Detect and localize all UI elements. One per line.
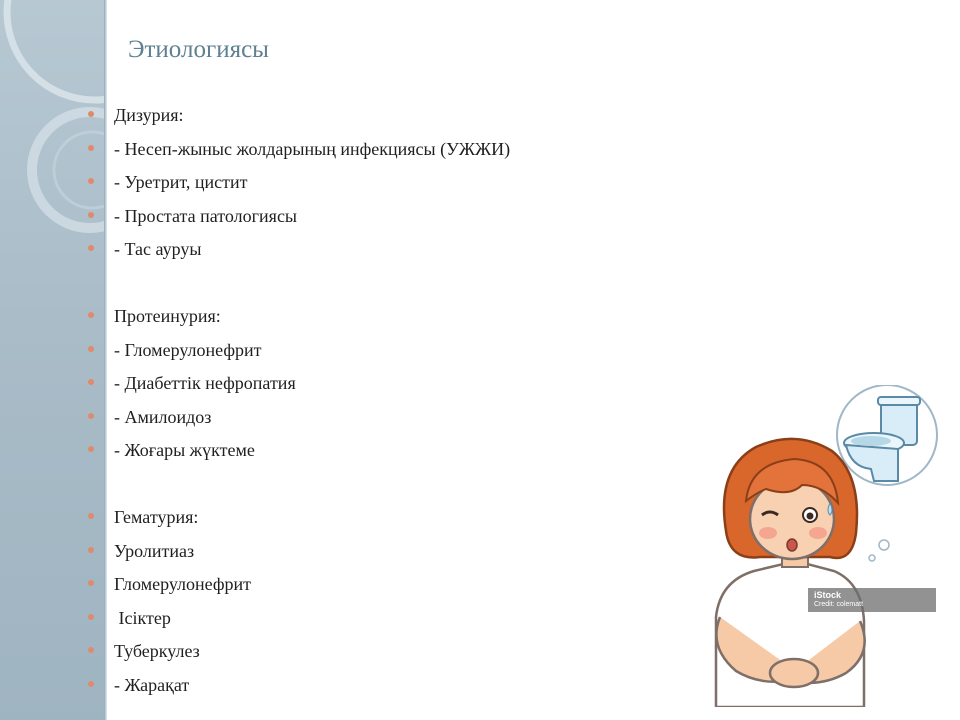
list-item xyxy=(88,672,510,706)
hands-icon xyxy=(770,659,818,687)
bullet-list xyxy=(88,102,510,705)
bullet-dot-icon xyxy=(88,513,94,519)
list-item xyxy=(88,169,510,203)
watermark-brand: iStock xyxy=(814,590,842,600)
list-item-text: - Жоғары жүктеме xyxy=(114,440,255,460)
list-item-text: Уролитиаз xyxy=(114,540,195,561)
list-item-text: Гематурия: xyxy=(114,507,199,527)
bullet-dot-icon xyxy=(88,145,94,151)
stock-watermark xyxy=(808,588,936,612)
list-item xyxy=(88,136,510,170)
list-item xyxy=(88,236,510,270)
bullet-dot-icon xyxy=(88,547,94,553)
list-item-text: Дизурия: xyxy=(114,105,184,125)
list-item-text: - Диабеттік нефропатия xyxy=(114,373,296,393)
list-item xyxy=(88,437,510,471)
list-item-text: - Простата патологиясы xyxy=(114,205,298,226)
list-item xyxy=(88,638,510,672)
list-item xyxy=(88,504,510,538)
slide-title: Этиологиясы xyxy=(128,36,269,63)
list-item-text: - Гломерулонефрит xyxy=(114,339,262,360)
list-item-text: - Тас ауруы xyxy=(114,239,202,259)
list-item xyxy=(88,203,510,237)
list-item xyxy=(88,303,510,337)
list-item-text: - Несеп-жыныс жолдарының инфекциясы (УЖЖИ) xyxy=(114,138,511,159)
list-item xyxy=(88,571,510,605)
bullet-dot-icon xyxy=(88,178,94,184)
bullet-dot-icon xyxy=(88,346,94,352)
thought-dot-medium-icon xyxy=(879,540,889,550)
bullet-dot-icon xyxy=(88,681,94,687)
bullet-dot-icon xyxy=(88,245,94,251)
cheek-left-icon xyxy=(759,527,777,539)
cheek-right-icon xyxy=(809,527,827,539)
list-item-text: Туберкулез xyxy=(114,641,200,661)
bullet-dot-icon xyxy=(88,379,94,385)
list-item xyxy=(88,538,510,572)
list-spacer xyxy=(88,270,510,304)
mouth-icon xyxy=(787,539,797,551)
list-spacer xyxy=(88,471,510,505)
bullet-dot-icon xyxy=(88,312,94,318)
list-item-text: - Амилоидоз xyxy=(114,406,212,427)
list-item xyxy=(88,370,510,404)
list-item-text: Протеинурия: xyxy=(114,306,221,326)
bullet-dot-icon xyxy=(88,580,94,586)
bullet-dot-icon xyxy=(88,212,94,218)
watermark-credit: Credit: colematt xyxy=(814,601,864,608)
bullet-dot-icon xyxy=(88,647,94,653)
list-item-text: Ісіктер xyxy=(114,607,171,628)
bullet-dot-icon xyxy=(88,446,94,452)
list-item xyxy=(88,337,510,371)
list-item-text: - Уретрит, цистит xyxy=(114,172,248,192)
bullet-dot-icon xyxy=(88,413,94,419)
list-item xyxy=(88,605,510,639)
list-item xyxy=(88,404,510,438)
girl-toilet-illustration xyxy=(706,385,938,707)
list-item xyxy=(88,102,510,136)
list-item-text: - Жарақат xyxy=(114,674,190,695)
thought-dot-small-icon xyxy=(869,555,875,561)
bullet-dot-icon xyxy=(88,111,94,117)
bullet-dot-icon xyxy=(88,614,94,620)
list-item-text: Гломерулонефрит xyxy=(114,574,252,594)
